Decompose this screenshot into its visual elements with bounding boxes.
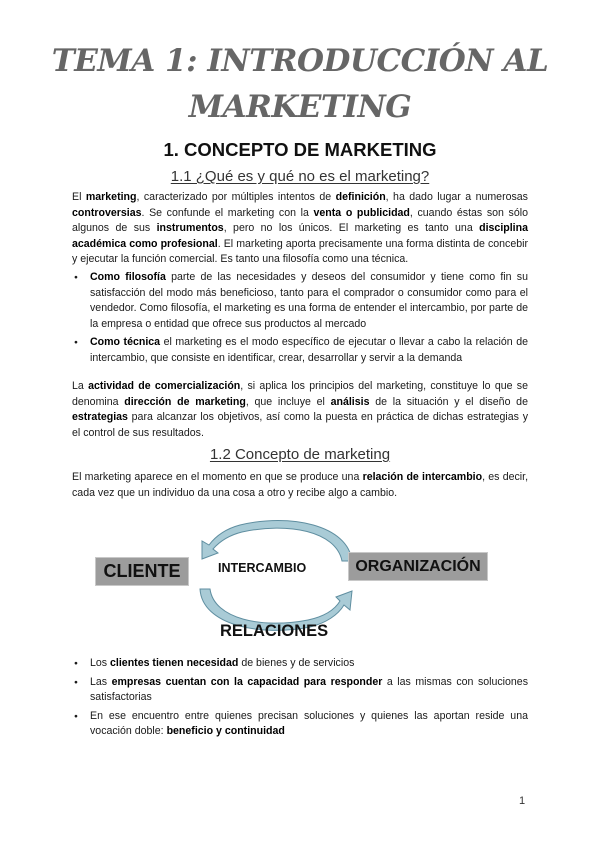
text: , es decir, cada vez que un individuo da una cosa a otro y recibe algo a cambio.: [72, 471, 529, 499]
text: de la situación y el diseño de: [369, 395, 528, 408]
bold-text: definición: [335, 191, 386, 203]
text: parte de las necesidades y deseos del consumidor y tiene como fin su satisfacción del modo más beneficioso, tanto para el comprador o consumidor como para el vendedor. Como filosofía, el marketing es una forma de entender el intercambio, por parte de la empresa o entidad que ofrece sus productos al mercado: [90, 271, 528, 330]
bold-text: Como técnica: [90, 336, 161, 349]
bold-text: Como filosofía: [90, 271, 166, 283]
text: , cuando éstas son sólo algunos de sus: [72, 206, 528, 235]
text: Las: [90, 675, 112, 688]
list-item: [72, 709, 528, 740]
relaciones-label: RELACIONES: [220, 622, 329, 640]
title-line-1: TEMA 1: INTRODUCCIÓN AL: [51, 43, 549, 79]
text: Los: [90, 657, 111, 669]
subsection-heading-1-1-text: 1.1 ¿Qué es y qué no es el marketing?: [170, 168, 430, 185]
text: , caracterizado por múltiples intentos de: [136, 191, 336, 203]
bold-text: disciplina académica como profesional: [72, 222, 528, 250]
paragraph-comercializacion: [72, 379, 528, 441]
text: En ese encuentro entre quienes precisan soluciones y quienes las aportan reside una vocación doble:: [90, 709, 528, 738]
intercambio-label: INTERCAMBIO: [218, 561, 307, 575]
bold-text: clientes tienen necesidad: [110, 657, 239, 669]
bold-text: estrategias: [72, 411, 128, 424]
text: , pero no los únicos. El marketing es tanto una: [223, 222, 480, 235]
subsection-heading-1-2-text: 1.2 Concepto de marketing: [209, 446, 391, 463]
text: de bienes y de servicios: [238, 657, 355, 669]
bold-text: empresas cuentan con la capacidad para responder: [111, 675, 383, 688]
text: , ha dado lugar a numerosas: [385, 191, 528, 203]
paragraph-intercambio: [72, 470, 528, 501]
bullet-list-filosofia-tecnica: [72, 270, 528, 370]
page-number: 1: [519, 795, 526, 807]
bold-text: venta o publicidad: [313, 206, 410, 219]
text: el marketing es el modo específico de ejecutar o llevar a cabo la relación de intercambio, que consiste en identificar, crear, desarrollar y servir a la demanda: [90, 336, 528, 364]
list-item: [72, 675, 528, 706]
subsection-heading-1-1: [0, 168, 600, 185]
subsection-heading-1-2: [0, 446, 600, 463]
paragraph-intro: [72, 190, 528, 268]
organizacion-label: ORGANIZACIÓN: [355, 557, 481, 575]
bold-text: beneficio y continuidad: [166, 725, 285, 738]
document-title: [0, 38, 600, 130]
bold-text: actividad de comercialización: [88, 380, 241, 392]
cliente-label: CLIENTE: [103, 561, 181, 581]
exchange-diagram: [90, 515, 510, 645]
bold-text: instrumentos: [156, 222, 224, 235]
list-item: [72, 656, 528, 672]
text: El marketing aparece en el momento en que se produce una: [72, 471, 363, 483]
list-item: [72, 335, 528, 366]
bold-text: análisis: [330, 395, 370, 408]
text: para alcanzar los objetivos, así como la puesta en práctica de dichas estrategias y el control de sus resultados.: [72, 411, 528, 439]
bold-text: controversias: [72, 206, 142, 219]
bold-text: marketing: [85, 191, 137, 203]
list-item: [72, 270, 528, 332]
title-line-2: MARKETING: [188, 89, 412, 125]
text: . Se confunde el marketing con la: [141, 206, 314, 219]
text: . El marketing aporta precisamente una forma distinta de concebir y ejecutar la función comercial. Es tanto una filosofía como una técnica.: [72, 237, 528, 266]
section-heading-concepto: 1. CONCEPTO DE MARKETING: [163, 139, 437, 160]
bullet-list-clientes-empresas: [72, 656, 528, 743]
text: , que incluye el: [245, 395, 331, 408]
text: , si aplica los principios del marketing, constituye lo que se denomina: [72, 380, 528, 408]
text: La: [72, 380, 89, 392]
text: a las mismas con soluciones satisfactorias: [90, 675, 529, 704]
bold-text: dirección de marketing: [124, 395, 246, 408]
text: El: [72, 191, 86, 203]
cliente-box: [95, 557, 189, 586]
organizacion-box: [348, 552, 488, 581]
bold-text: relación de intercambio: [362, 471, 483, 483]
